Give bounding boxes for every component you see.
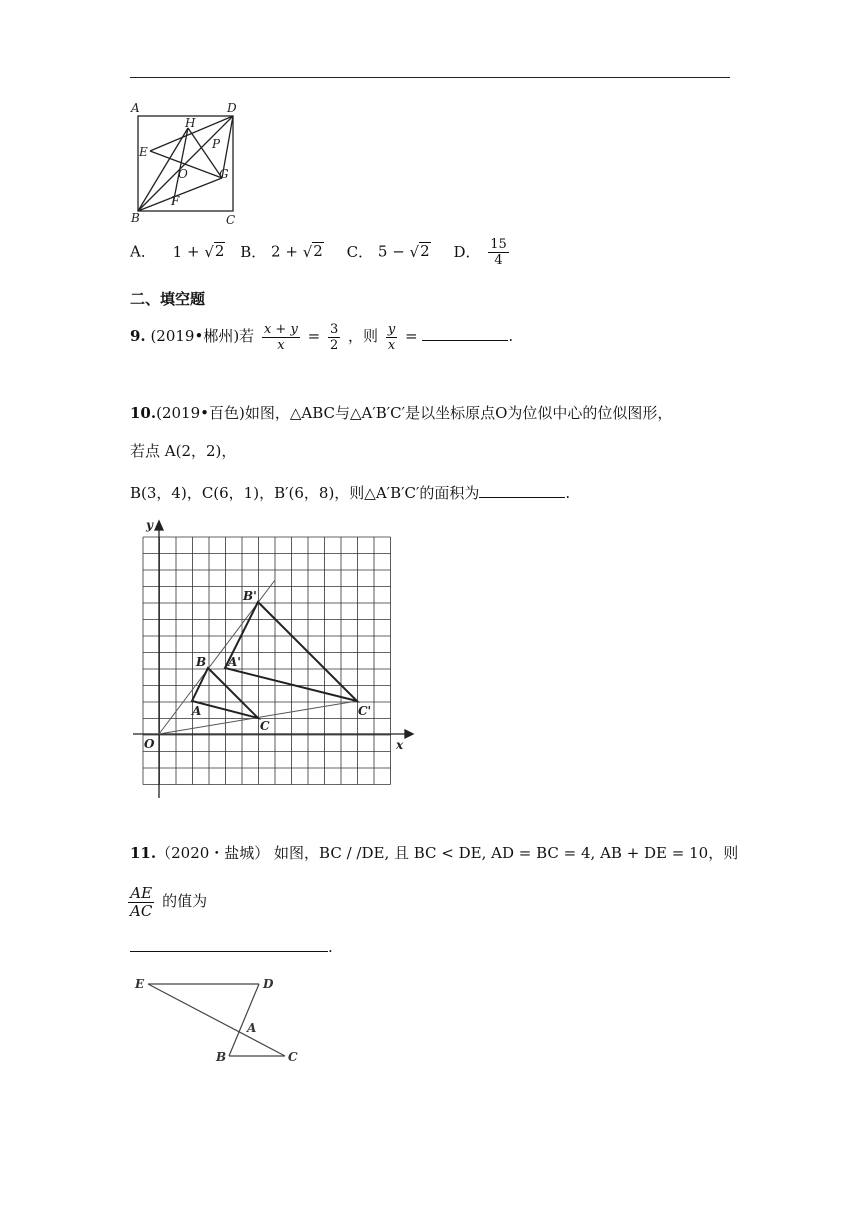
option-b-int: 2 xyxy=(271,242,281,261)
section-title: 二、填空题 xyxy=(130,290,206,308)
label-O: O xyxy=(178,167,188,181)
point-A1-label: A' xyxy=(228,655,241,669)
label-F: F xyxy=(171,194,180,208)
option-c-letter: C． xyxy=(346,242,374,261)
label-H: H xyxy=(185,116,196,130)
origin-label: O xyxy=(144,737,155,751)
q9-number: 9. xyxy=(130,327,146,345)
q10-line3: B(3，4)，C(6，1)，B′(6，8)，则△A′B′C′的面积为 xyxy=(130,484,480,502)
header-rule xyxy=(130,77,730,78)
question-10-line1 xyxy=(130,403,672,423)
q9-mid: ，则 xyxy=(348,327,379,345)
coordinate-grid-figure xyxy=(130,518,420,803)
q11-frac: $\frac{AE}{AC}$ xyxy=(130,883,153,920)
label-C: C xyxy=(226,213,236,227)
q9-source: (2019•郴州)若 xyxy=(150,327,255,345)
option-b-sqrt: √ 2 xyxy=(302,241,323,261)
tri-label-C: C xyxy=(288,1050,298,1064)
option-a-letter: A． xyxy=(130,242,156,261)
question-11-line3 xyxy=(130,937,333,957)
option-c-sqrt: √ 2 xyxy=(409,241,430,261)
point-C-label: C xyxy=(260,719,270,733)
q11-answer-blank[interactable] xyxy=(130,951,328,952)
q9-frac1: $\frac{x + y}{x}$ xyxy=(263,321,298,353)
label-G: G xyxy=(219,167,229,181)
question-11-line2 xyxy=(128,883,207,920)
point-B-label: B xyxy=(196,655,207,669)
q9-equals: = xyxy=(307,327,321,345)
axis-x-label: x xyxy=(396,738,404,752)
q8-options: A． 1 + √ 2 B． 2 + √ 2 C． 5 − √ 2 D． $\frac{15}{4}$ xyxy=(130,237,507,268)
question-9 xyxy=(130,316,513,356)
point-A-label: A xyxy=(192,704,202,718)
tri-label-D: D xyxy=(263,977,274,991)
q10-answer-blank[interactable] xyxy=(479,497,565,498)
option-a-sqrt: √ 2 xyxy=(204,241,225,261)
axis-y-label: y xyxy=(146,518,153,532)
q10-number: 10. xyxy=(130,404,157,422)
q9-frac3: $\frac{y}{x}$ xyxy=(387,321,396,353)
q10-end: . xyxy=(565,484,571,502)
option-d-fraction: $\frac{15}{4}$ xyxy=(490,237,507,268)
q11-line2-tail: 的值为 xyxy=(162,892,208,910)
q9-frac2: $\frac{3}{2}$ xyxy=(329,321,339,353)
tri-label-A: A xyxy=(247,1021,257,1035)
square-figure xyxy=(125,98,255,228)
point-B1-label: B' xyxy=(243,589,257,603)
q11-line1: （2020・盐城） 如图，BC / /DE, 且 BC < DE, AD = BC = 4, AB + DE = 10，则 xyxy=(156,844,739,862)
option-b-letter: B． xyxy=(240,242,267,261)
label-D: D xyxy=(227,101,237,115)
tri-label-B: B xyxy=(216,1050,227,1064)
label-A: A xyxy=(131,101,140,115)
label-P: P xyxy=(212,137,221,151)
question-11-line1 xyxy=(130,843,738,863)
tri-label-E: E xyxy=(135,977,145,991)
q10-line1: (2019•百色)如图，△ABC与△A′B′C′是以坐标原点O为位似中心的位似图形， xyxy=(156,404,673,422)
triangle-figure xyxy=(130,970,310,1070)
label-E: E xyxy=(139,145,148,159)
q9-tail: = xyxy=(404,327,418,345)
label-B: B xyxy=(131,211,140,225)
q9-answer-blank[interactable] xyxy=(422,340,508,341)
q11-number: 11. xyxy=(130,844,157,862)
option-a-int: 1 xyxy=(172,242,183,261)
option-c-int: 5 xyxy=(377,242,388,261)
question-10-line3 xyxy=(130,483,570,503)
question-10-line2: 若点 A(2，2)， xyxy=(130,442,237,460)
q9-end: . xyxy=(508,327,514,345)
point-C1-label: C' xyxy=(358,704,372,718)
q11-end: . xyxy=(328,938,333,956)
option-d-letter: D． xyxy=(453,242,481,261)
